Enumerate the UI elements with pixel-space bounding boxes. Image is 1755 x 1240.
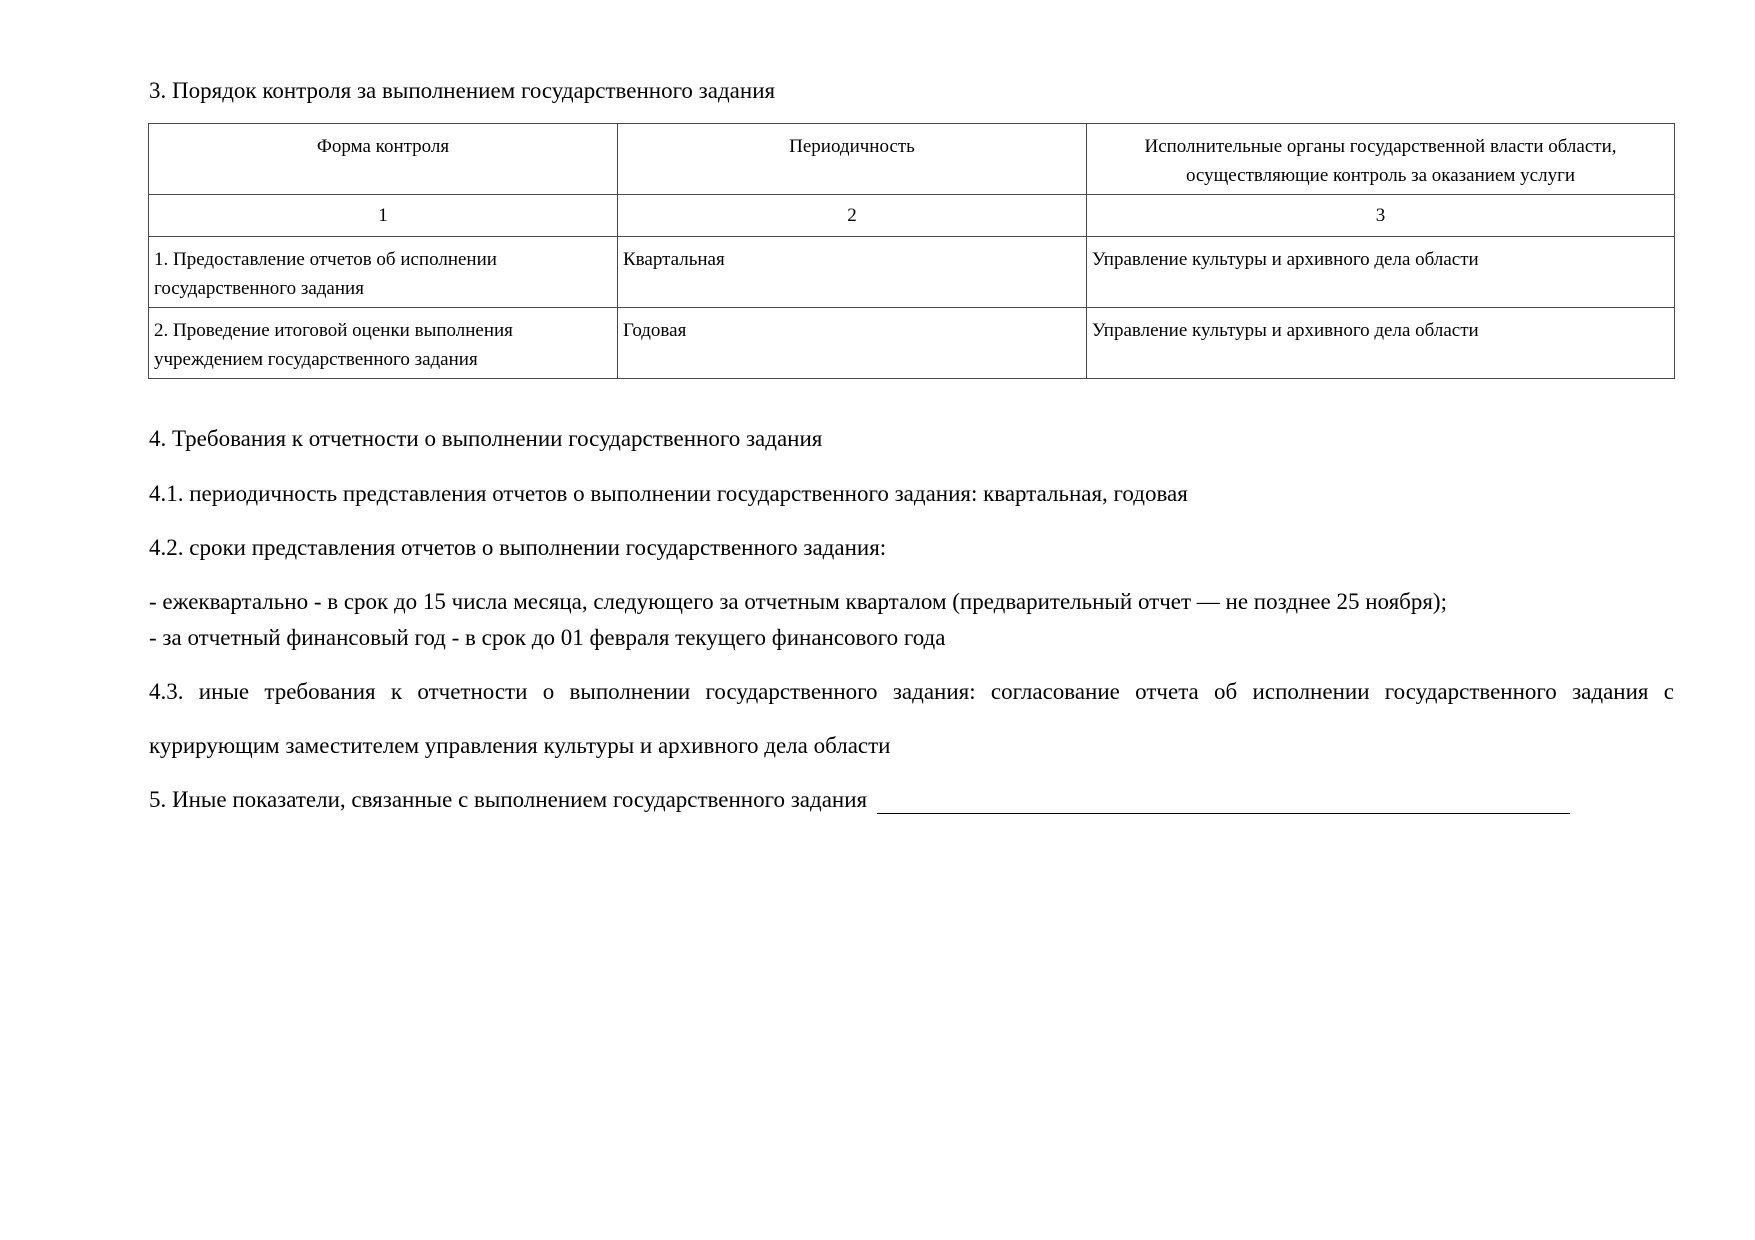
control-table [148,123,1675,379]
header-period [618,124,1087,195]
table-number-row [149,195,1675,237]
table-row [149,308,1675,379]
header-form-label: Форма контроля [316,136,450,157]
row2-organ: Управление культуры и архивного дела области [1087,308,1675,379]
row2-period: Годовая [618,308,1087,379]
row1-organ: Управление культуры и архивного дела области [1087,237,1675,308]
row2-form [149,308,618,379]
header-form [149,124,618,195]
col-number-1: 1 [149,195,618,237]
header-period-label: Периодичность [789,136,915,157]
section4-title: 4. Требования к отчетности о выполнении государственного задания [149,426,823,451]
paragraph-4-1: 4.1. периодичность представления отчетов о выполнении государственного задания: квартальная, годовая [149,481,1188,506]
row2-form-line2: учреждением государственного задания [154,349,478,370]
paragraph-4-3-line2: курирующим заместителем управления культуры и архивного дела области [149,733,891,758]
paragraph-4-3-line1: 4.3. иные требования к отчетности о выполнении государственного задания: согласование отчета об исполнении государственного задания с [149,679,1674,704]
row1-form-line1: 1. Предоставление отчетов об исполнении [154,249,497,270]
header-organ-line2: осуществляющие контроль за оказанием услуги [1185,165,1576,186]
paragraph-4-2-item1: - ежеквартально - в срок до 15 числа месяца, следующего за отчетным кварталом (предварительный отчет — не позднее 25 ноября); [149,589,1447,614]
section5-title: 5. Иные показатели, связанные с выполнением государственного задания [149,787,868,812]
row1-period: Квартальная [618,237,1087,308]
table-header-row [149,124,1675,195]
fill-in-blank-line [877,789,1570,814]
table-row [149,237,1675,308]
paragraph-4-2-item2: - за отчетный финансовый год - в срок до 01 февраля текущего финансового года [149,625,946,650]
paragraph-4-2: 4.2. сроки представления отчетов о выполнении государственного задания: [149,535,887,560]
row1-form [149,237,618,308]
section3-title: 3. Порядок контроля за выполнением государственного задания [149,78,776,103]
header-organ-line1: Исполнительные органы государственной власти области, [1144,136,1617,157]
section5-line [149,786,1570,814]
row1-form-line2: государственного задания [154,278,364,299]
col-number-3: 3 [1087,195,1675,237]
row2-form-line1: 2. Проведение итоговой оценки выполнения [154,320,513,341]
header-organ [1087,124,1675,195]
col-number-2: 2 [618,195,1087,237]
